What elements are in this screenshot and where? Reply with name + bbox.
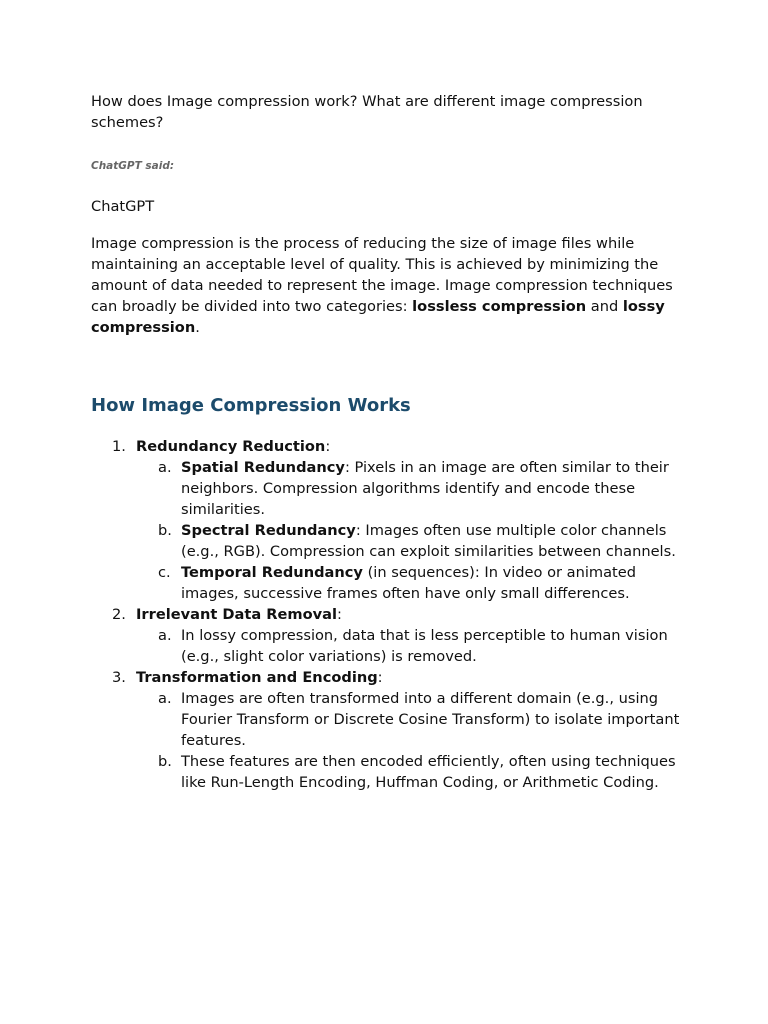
sub-list-bold: Spectral Redundancy [181, 522, 356, 539]
list-marker: 2. [112, 606, 126, 623]
sub-list-marker: a. [158, 690, 172, 707]
sub-list-item [136, 457, 691, 520]
list-item [91, 436, 691, 604]
sub-list-bold: Spatial Redundancy [181, 459, 345, 476]
sub-list-marker: b. [158, 522, 172, 539]
user-question: How does Image compression work? What are different image compression schemes? [91, 93, 643, 131]
sub-list-item [136, 520, 691, 562]
list-item-title: Irrelevant Data Removal [136, 606, 338, 623]
sub-list-body: In lossy compression, data that is less perceptible to human vision (e.g., slight color variations) is removed. [181, 627, 668, 665]
sub-list [136, 457, 691, 604]
sub-list-item [136, 688, 691, 751]
sub-list-marker: a. [158, 627, 172, 644]
list-item-title: Redundancy Reduction [136, 438, 326, 455]
sub-list-body: : Images often use multiple color channels (e.g., RGB). Compression can exploit similarities between channels. [181, 522, 676, 560]
numbered-list [91, 436, 691, 793]
list-item-suffix: : [337, 606, 342, 623]
intro-bold-lossless: lossless compression [412, 298, 587, 315]
sub-list-item [136, 625, 691, 667]
intro-text-2: and [586, 298, 623, 315]
sub-list-marker: b. [158, 753, 172, 770]
list-item-title: Transformation and Encoding [136, 669, 378, 686]
sub-list-text [181, 562, 681, 604]
sub-list-text [181, 625, 681, 667]
sub-list-text [181, 688, 681, 751]
sub-list-marker: a. [158, 459, 172, 476]
intro-paragraph [91, 233, 681, 338]
list-item [91, 667, 691, 793]
list-marker: 1. [112, 438, 126, 455]
intro-bold-lossy: lossy compression [91, 298, 665, 336]
intro-text-3: . [195, 319, 200, 336]
sub-list [136, 688, 691, 793]
sub-list-text [181, 751, 681, 793]
sub-list-text [181, 457, 681, 520]
sub-list-text [181, 520, 681, 562]
list-marker: 3. [112, 669, 126, 686]
list-item [91, 604, 691, 667]
sub-list [136, 625, 691, 667]
sub-list-bold: Temporal Redundancy [181, 564, 363, 581]
sub-list-item [136, 751, 691, 793]
model-name: ChatGPT [91, 198, 155, 215]
document-page [91, 91, 691, 793]
sub-list-item [136, 562, 691, 604]
sub-list-marker: c. [158, 564, 171, 581]
section-heading: How Image Compression Works [91, 395, 411, 416]
sub-list-body: : Pixels in an image are often similar to their neighbors. Compression algorithms identify and encode these similarities. [181, 459, 669, 518]
sub-list-body: Images are often transformed into a different domain (e.g., using Fourier Transform or Discrete Cosine Transform) to isolate important features. [181, 690, 680, 749]
said-label: ChatGPT said: [91, 160, 175, 172]
sub-list-body: These features are then encoded efficiently, often using techniques like Run-Length Encoding, Huffman Coding, or Arithmetic Coding. [181, 753, 676, 791]
list-item-suffix: : [377, 669, 383, 686]
sub-list-body: (in sequences): In video or animated images, successive frames often have only small differences. [181, 564, 637, 602]
intro-text-1: Image compression is the process of reducing the size of image files while maintaining an acceptable level of quality. This is achieved by minimizing the amount of data needed to represent the image. Image compression techniques can broadly be divided into two categories: [91, 235, 673, 315]
list-item-suffix: : [325, 438, 331, 455]
